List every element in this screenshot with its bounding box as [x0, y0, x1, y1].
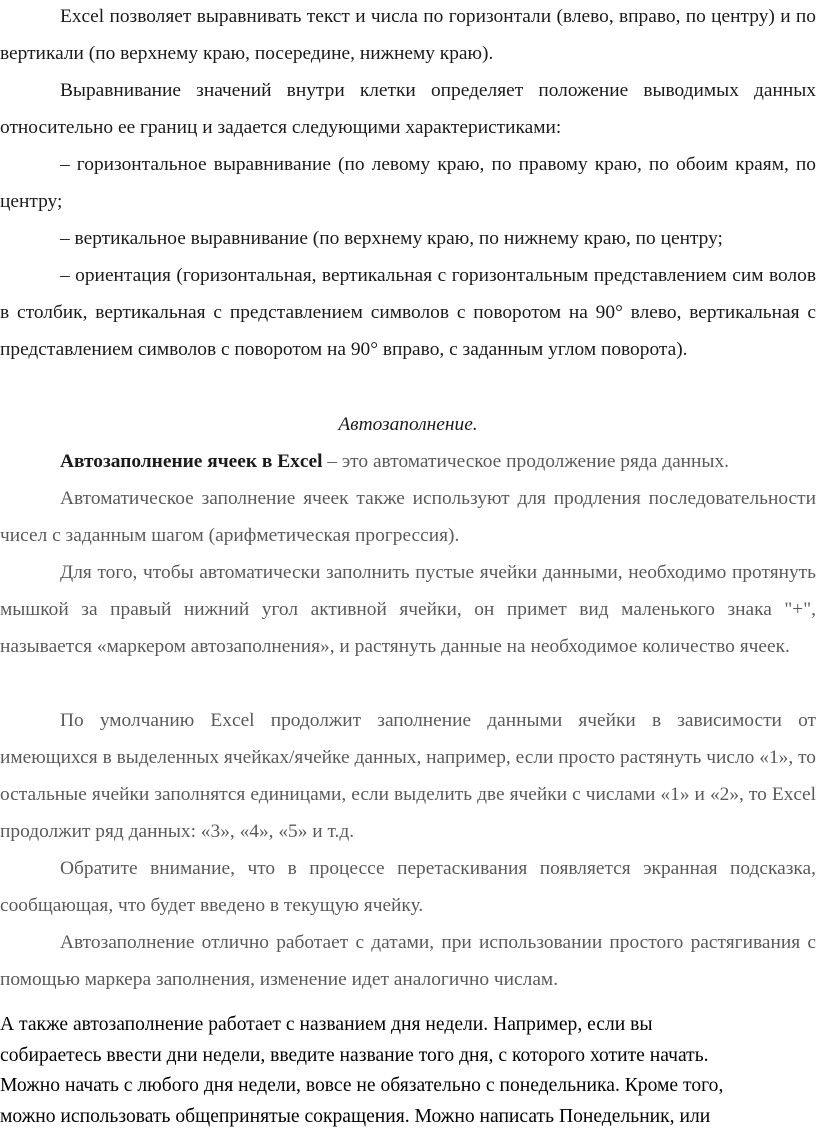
paragraph-alignment-intro: Excel позволяет выравнивать текст и числа по горизонтали (влево, вправо, по центру) и по вертикали (по верхнему краю, посередине, нижнему краю).	[0, 6, 816, 64]
weekday-line: собираетесь ввести дни недели, введите название того дня, с которого хотите начать.	[0, 1044, 709, 1066]
paragraph-autofill-default: По умолчанию Excel продолжит заполнение данными ячейки в зависимости от имеющихся в выделенных ячейках/ячейке данных, например, если просто растянуть число «1», то остальные ячейки заполнятся единицами, если выделить две ячейки с числами «1» и «2», то Excel продолжит ряд данных: «3», «4», «5» и т.д.	[0, 710, 816, 842]
autofill-term: Автозаполнение ячеек в Excel	[60, 451, 323, 472]
paragraph-vertical-alignment: – вертикальное выравнивание (по верхнему краю, по нижнему краю, по центру;	[60, 228, 723, 249]
paragraph-cell-alignment: Выравнивание значений внутри клетки определяет положение выводимых данных относительно ее границ и задается следующими характеристиками:	[0, 80, 816, 138]
weekday-line: можно использовать общепринятые сокращения. Можно написать Понедельник, или	[0, 1105, 711, 1127]
weekday-autofill-block	[0, 1010, 814, 1132]
paragraph-autofill-howto: Для того, чтобы автоматически заполнить пустые ячейки данными, необходимо протянуть мышкой за правый нижний угол активной ячейки, он примет вид маленького знака "+", называется «маркером автозаполнения», и растянуть данные на необходимое количество ячеек.	[0, 562, 816, 657]
weekday-line: Можно начать с любого дня недели, вовсе не обязательно с понедельника. Кроме того,	[0, 1075, 724, 1096]
paragraph-horizontal-alignment: – горизонтальное выравнивание (по левому краю, по правому краю, по обоим краям, по центру;	[0, 154, 816, 212]
paragraph-tooltip-note: Обратите внимание, что в процессе перетаскивания появляется экранная подсказка, сообщающая, что будет введено в текущую ячейку.	[0, 858, 816, 916]
paragraph-orientation: – ориентация (горизонтальная, вертикальная с горизонтальным представлением сим волов в столбик, вертикальная с представлением символов с поворотом на 90° влево, вертикальная с представлением символов с поворотом на 90° вправо, с заданным углом поворота).	[0, 265, 816, 360]
paragraph-autofill-definition	[0, 443, 816, 480]
autofill-definition-text: – это автоматическое продолжение ряда данных.	[322, 451, 730, 472]
weekday-line: А также автозаполнение работает с названием дня недели. Например, если вы	[0, 1014, 653, 1035]
paragraph-autofill-progression: Автоматическое заполнение ячеек также используют для продления последовательности чисел с заданным шагом (арифметическая прогрессия).	[0, 488, 816, 546]
section-heading: Автозаполнение.	[338, 414, 478, 435]
paragraph-autofill-dates: Автозаполнение отлично работает с датами, при использовании простого растягивания с помощью маркера заполнения, изменение идет аналогично числам.	[0, 932, 816, 990]
